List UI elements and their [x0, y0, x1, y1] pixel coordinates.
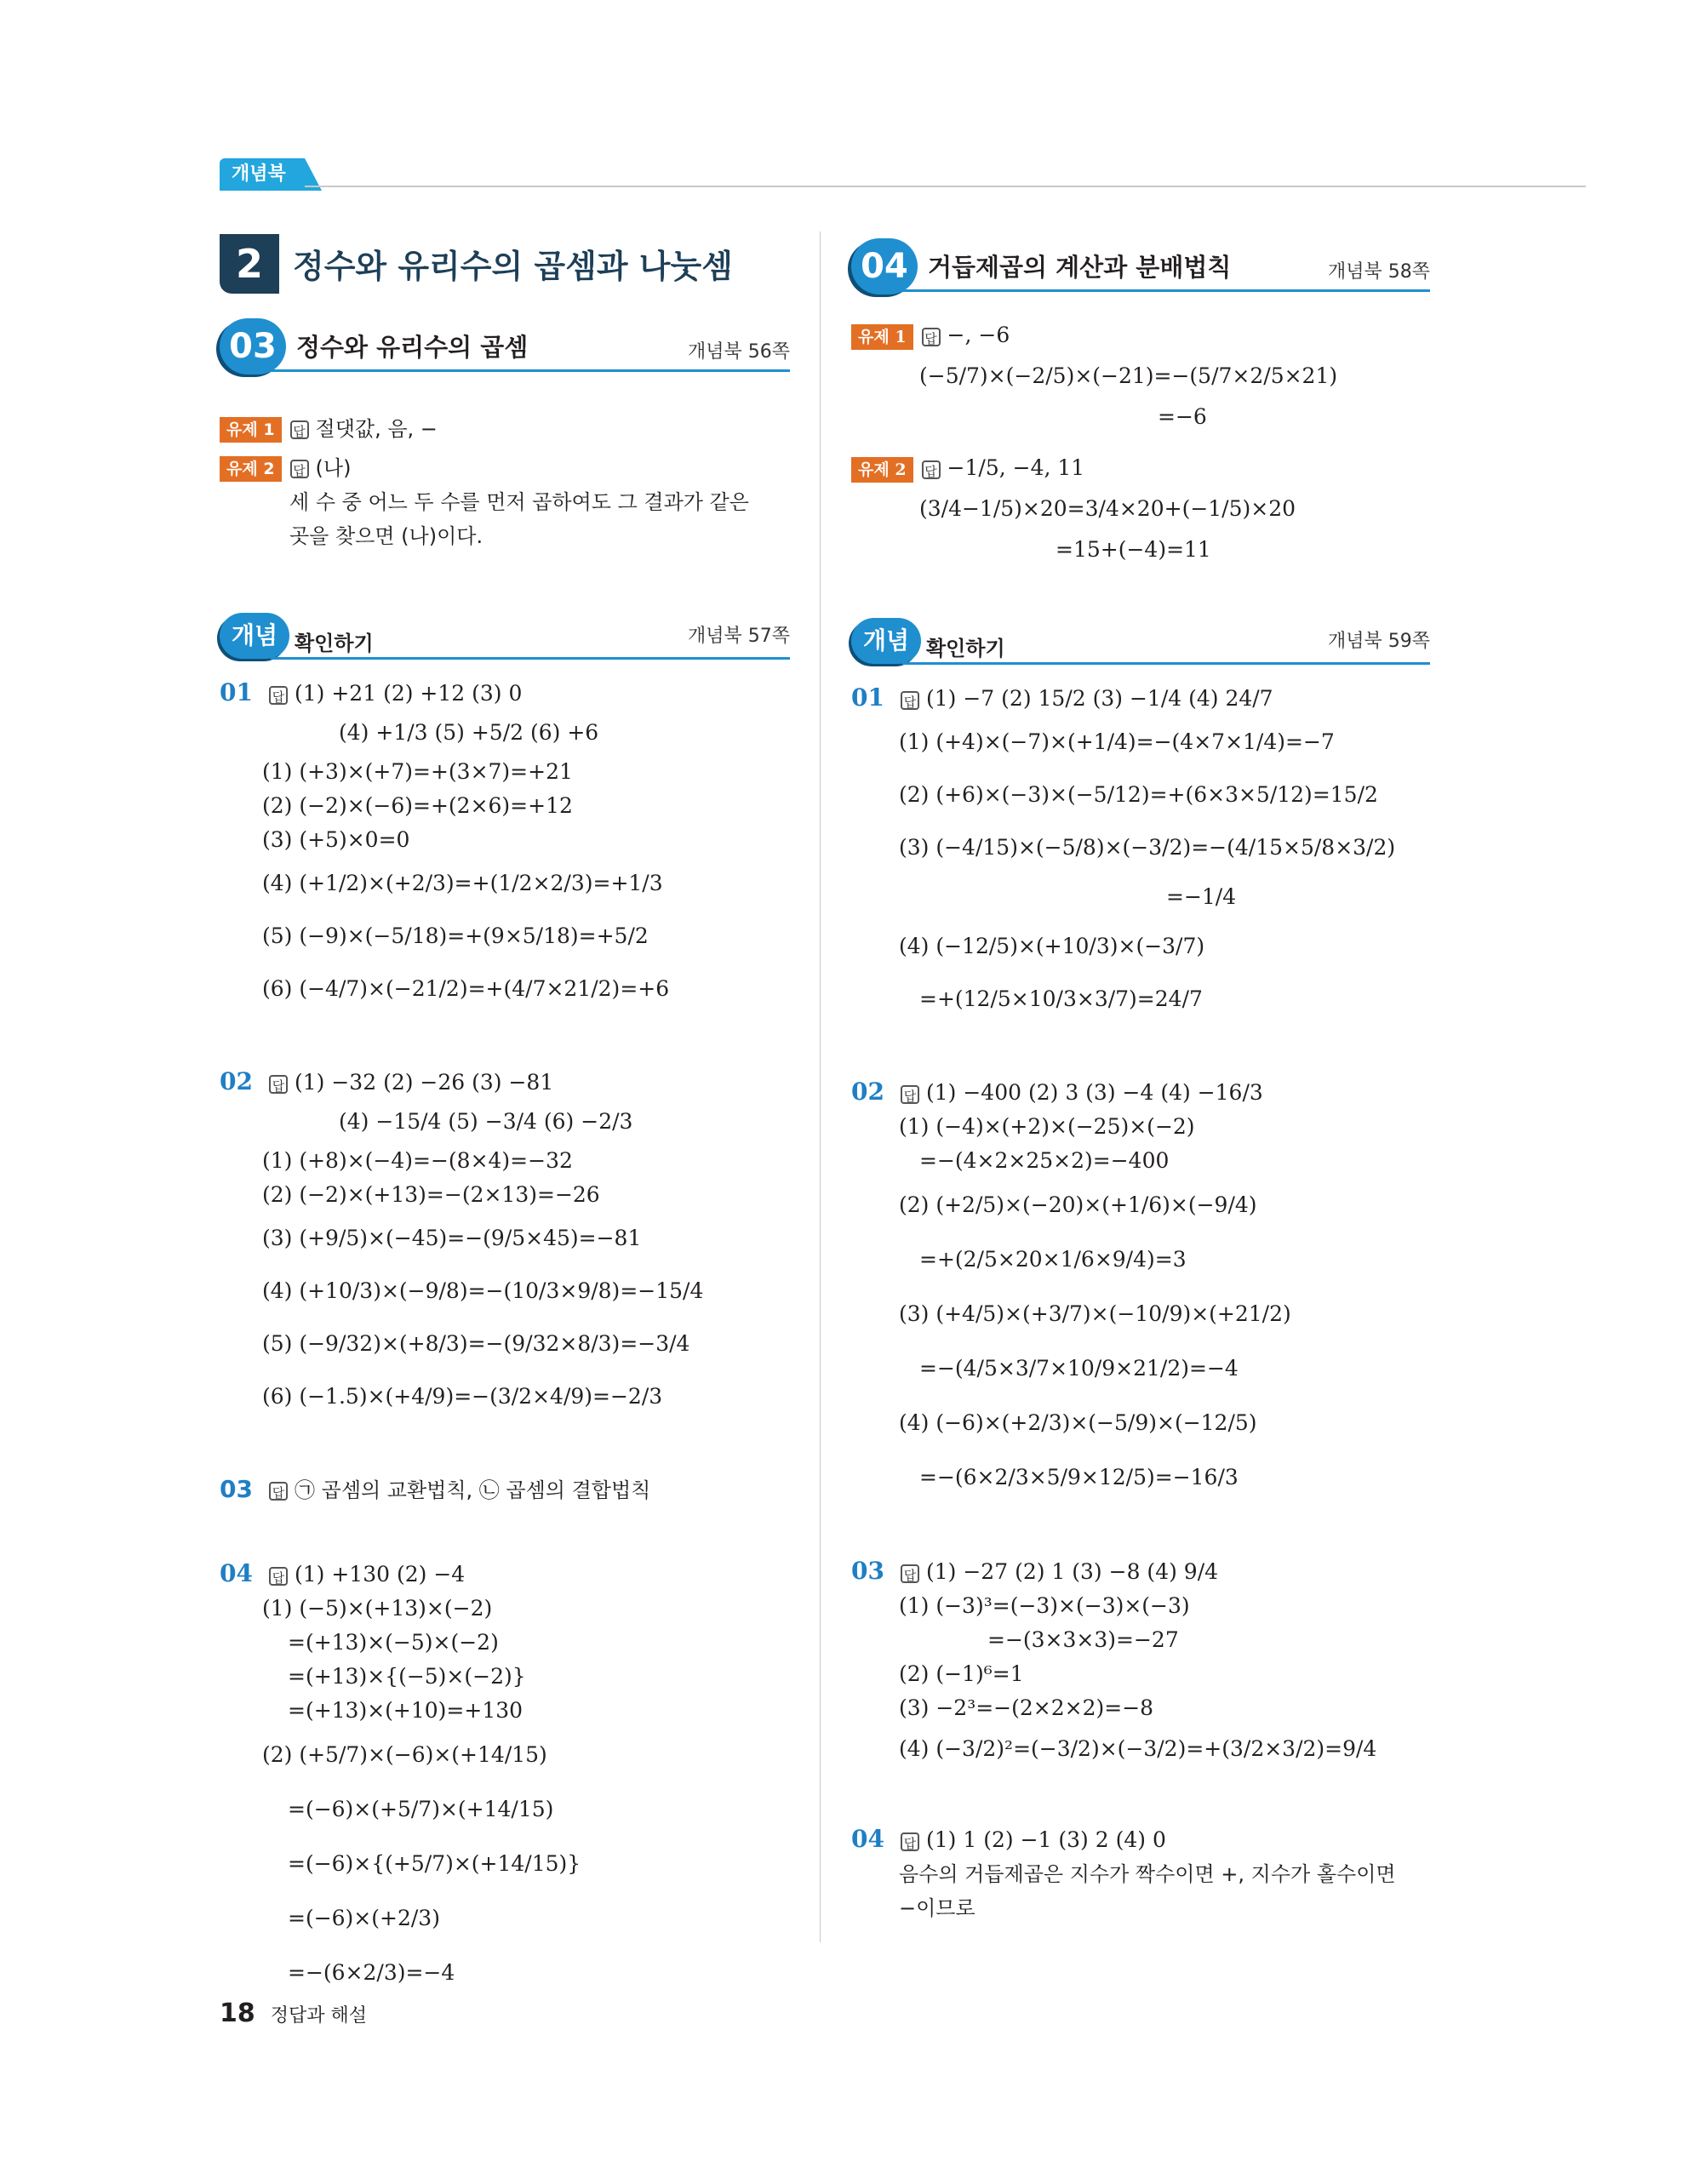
yuje-label: 유제 2: [220, 456, 282, 482]
solution-line: (2) (+5/7)×(−6)×(+14/15): [262, 1742, 547, 1767]
yuje-answer: (나): [315, 456, 352, 480]
section-title: 거듭제곱의 계산과 분배법칙: [928, 253, 1232, 282]
answer-icon: 답: [290, 420, 309, 439]
problem-number: 04: [220, 1559, 253, 1587]
solution-line: (−5/7)×(−2/5)×(−21)=−(5/7×2/5×21): [919, 363, 1338, 388]
answers-row: (1) +130 (2) −4: [295, 1562, 466, 1587]
answers-row: (1) 1 (2) −1 (3) 2 (4) 0: [926, 1827, 1166, 1852]
solution-line: (4) (−3/2)²=(−3/2)×(−3/2)=+(3/2×3/2)=9/4: [899, 1736, 1377, 1761]
solution-line: =(+13)×(+10)=+130: [288, 1698, 523, 1723]
solution-line: =−1/4: [1166, 884, 1237, 909]
section-title: 정수와 유리수의 곱셈: [296, 333, 529, 362]
solution-line: (1) (+8)×(−4)=−(8×4)=−32: [262, 1148, 573, 1173]
section-rule: [271, 369, 790, 372]
solution-line: (3) (+4/5)×(+3/7)×(−10/9)×(+21/2): [899, 1301, 1291, 1326]
concept-check-heading: [851, 618, 1430, 666]
left-column: [220, 213, 790, 2000]
answer-text: ㉠ 곱셈의 교환법칙, ㉡ 곱셈의 결합법칙: [295, 1478, 651, 1502]
section-badge: 03: [220, 318, 286, 374]
answers-row: (1) −400 (2) 3 (3) −4 (4) −16/3: [926, 1080, 1263, 1105]
solution-line: =(−6)×(+5/7)×(+14/15): [288, 1797, 554, 1821]
problem-01: [220, 676, 790, 1015]
yuje-label: 유제 2: [851, 457, 913, 483]
problem-03: [220, 1472, 790, 1507]
header-rule: [305, 186, 1586, 187]
chapter-title: 정수와 유리수의 곱셈과 나눗셈: [293, 248, 733, 285]
section-ref: 개념북 56쪽: [688, 341, 790, 363]
concept-check-heading: [220, 613, 790, 660]
solution-line: (3) (−4/15)×(−5/8)×(−3/2)=−(4/15×5/8×3/2): [899, 835, 1396, 860]
solution-line: =−(6×2/3)=−4: [288, 1960, 455, 1985]
solution-line: (1) (+3)×(+7)=+(3×7)=+21: [262, 759, 573, 784]
yuje-label: 유제 1: [851, 324, 913, 350]
concept-badge: 개념: [220, 613, 289, 659]
solution-line: (4) (−6)×(+2/3)×(−5/9)×(−12/5): [899, 1410, 1257, 1435]
solution-line: =−(6×2/3×5/9×12/5)=−16/3: [919, 1465, 1239, 1489]
solution-line: (2) (−2)×(+13)=−(2×13)=−26: [262, 1182, 600, 1207]
answer-icon: 답: [922, 328, 941, 346]
solution-line: (1) (−3)³=(−3)×(−3)×(−3): [899, 1593, 1190, 1618]
problem-04: [851, 1822, 1430, 1925]
yuje-answer: −, −6: [947, 323, 1010, 347]
section-ref: 개념북 58쪽: [1328, 261, 1430, 283]
section-rule: [902, 289, 1430, 292]
solution-line: (1) (+4)×(−7)×(+1/4)=−(4×7×1/4)=−7: [899, 729, 1335, 754]
problem-number: 01: [851, 683, 884, 712]
solution-line: (2) (+2/5)×(−20)×(+1/6)×(−9/4): [899, 1192, 1257, 1217]
solution-line: =+(12/5×10/3×3/7)=24/7: [919, 986, 1203, 1011]
problem-03: [851, 1554, 1430, 1773]
answers-row: (4) +1/3 (5) +5/2 (6) +6: [339, 720, 599, 745]
concept-title: 확인하기: [926, 637, 1005, 660]
solution-line: (6) (−1.5)×(+4/9)=−(3/2×4/9)=−2/3: [262, 1384, 663, 1409]
page-number: 18: [220, 1998, 255, 2028]
solution-line: (6) (−4/7)×(−21/2)=+(4/7×21/2)=+6: [262, 976, 670, 1001]
answer-icon: 답: [922, 460, 941, 479]
solution-line: =+(2/5×20×1/6×9/4)=3: [919, 1247, 1187, 1272]
yuje1: [220, 412, 790, 446]
solution-line: (1) (−4)×(+2)×(−25)×(−2): [899, 1114, 1195, 1139]
answer-icon: 답: [269, 1482, 288, 1501]
column-divider: [820, 232, 821, 1942]
solution-line: (2) (−2)×(−6)=+(2×6)=+12: [262, 793, 573, 818]
right-column: [851, 213, 1430, 1925]
solution-line: (3) (+9/5)×(−45)=−(9/5×45)=−81: [262, 1226, 642, 1250]
answers-row: (1) +21 (2) +12 (3) 0: [295, 681, 523, 706]
concept-badge: 개념: [851, 618, 921, 664]
answer-icon: 답: [901, 1832, 919, 1851]
book-tag: 개념북: [220, 158, 305, 191]
problem-number: 01: [220, 678, 253, 706]
yuje-answer: 절댓값, 음, −: [315, 417, 438, 441]
solution-line: (3) −2³=−(2×2×2)=−8: [899, 1695, 1154, 1720]
solution-line: (2) (−1)⁶=1: [899, 1661, 1024, 1686]
problem-number: 03: [220, 1475, 253, 1503]
yuje1: [851, 318, 1430, 352]
solution-line: =(+13)×{(−5)×(−2)}: [288, 1664, 526, 1689]
problem-01: [851, 681, 1430, 1026]
section-badge: 04: [851, 238, 918, 294]
solution-line: =15+(−4)=11: [1056, 537, 1211, 562]
problem-number: 02: [220, 1067, 253, 1095]
concept-title: 확인하기: [295, 632, 374, 655]
solution-line: (3) (+5)×0=0: [262, 827, 410, 852]
answer-icon: 답: [269, 686, 288, 705]
yuje-label: 유제 1: [220, 417, 282, 443]
answers-row: (4) −15/4 (5) −3/4 (6) −2/3: [339, 1109, 633, 1134]
section-04-heading: [851, 238, 1430, 293]
solution-line: =−(4×2×25×2)=−400: [919, 1148, 1170, 1173]
solution-line: =(−6)×{(+5/7)×(+14/15)}: [288, 1851, 581, 1876]
yuje2-explain: 세 수 중 어느 두 수를 먼저 곱하여도 그 결과가 같은 곳을 찾으면 (나)이다.: [289, 490, 749, 548]
solution-line: (5) (−9)×(−5/18)=+(9×5/18)=+5/2: [262, 923, 649, 948]
answers-row: (1) −27 (2) 1 (3) −8 (4) 9/4: [926, 1559, 1219, 1584]
yuje2: [220, 451, 790, 485]
solution-line: =(+13)×(−5)×(−2): [288, 1630, 499, 1655]
answer-icon: 답: [290, 460, 309, 478]
problem-04: [220, 1557, 790, 2000]
chapter-heading: [220, 213, 790, 298]
solution-line: =−6: [1158, 404, 1207, 429]
concept-rule: [902, 662, 1430, 665]
solution-line: (2) (+6)×(−3)×(−5/12)=+(6×3×5/12)=15/2: [899, 782, 1378, 807]
concept-rule: [271, 657, 790, 660]
concept-ref: 개념북 57쪽: [688, 626, 790, 647]
answer-icon: 답: [901, 691, 919, 710]
concept-ref: 개념북 59쪽: [1328, 631, 1430, 652]
yuje2: [851, 451, 1430, 485]
section-03-heading: [220, 318, 790, 373]
page-footer: [220, 1998, 367, 2028]
problem-02: [851, 1075, 1430, 1505]
yuje-answer: −1/5, −4, 11: [947, 455, 1085, 480]
problem-02: [220, 1065, 790, 1423]
solution-line: =(−6)×(+2/3): [288, 1906, 440, 1930]
problem-number: 03: [851, 1557, 884, 1585]
chapter-number: 2: [220, 234, 279, 294]
problem-04-explain: 음수의 거듭제곱은 지수가 짝수이면 +, 지수가 홀수이면 −이므로: [899, 1862, 1396, 1920]
solution-line: (3/4−1/5)×20=3/4×20+(−1/5)×20: [919, 496, 1296, 521]
answer-icon: 답: [269, 1075, 288, 1094]
solution-line: =−(4/5×3/7×10/9×21/2)=−4: [919, 1356, 1239, 1381]
solution-line: =−(3×3×3)=−27: [987, 1627, 1179, 1652]
answer-icon: 답: [901, 1085, 919, 1104]
solution-line: (1) (−5)×(+13)×(−2): [262, 1596, 493, 1621]
answer-icon: 답: [901, 1564, 919, 1583]
answers-row: (1) −7 (2) 15/2 (3) −1/4 (4) 24/7: [926, 686, 1273, 711]
solution-line: (4) (−12/5)×(+10/3)×(−3/7): [899, 934, 1205, 958]
solution-line: (5) (−9/32)×(+8/3)=−(9/32×8/3)=−3/4: [262, 1331, 690, 1356]
answers-row: (1) −32 (2) −26 (3) −81: [295, 1070, 554, 1095]
solution-line: (4) (+1/2)×(+2/3)=+(1/2×2/3)=+1/3: [262, 871, 663, 895]
solution-line: (4) (+10/3)×(−9/8)=−(10/3×9/8)=−15/4: [262, 1278, 704, 1303]
problem-number: 02: [851, 1078, 884, 1106]
answer-icon: 답: [269, 1567, 288, 1586]
problem-number: 04: [851, 1825, 884, 1853]
footer-title: 정답과 해설: [270, 2005, 368, 2027]
